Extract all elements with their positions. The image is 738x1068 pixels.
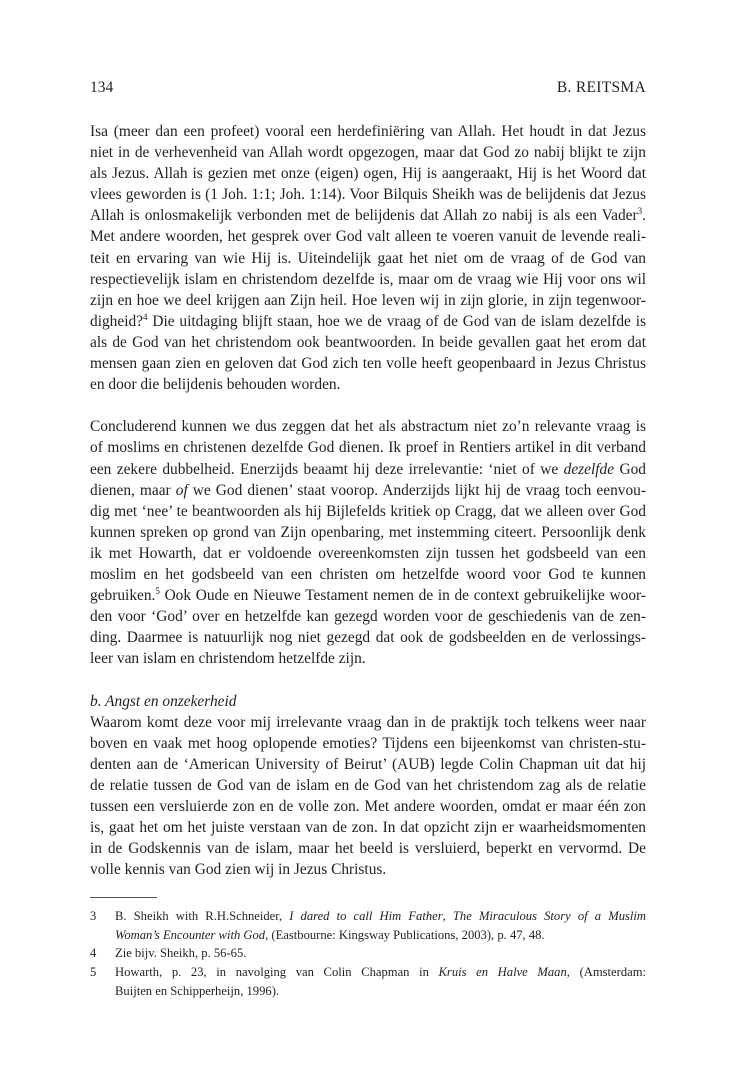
text-line xyxy=(90,142,646,163)
text-run: als Jezus. Allah is gezien met onze (eigen) ogen, Hij is aangeraakt, Hij is het Woord dat xyxy=(90,165,646,183)
section-heading xyxy=(90,691,646,712)
footnote xyxy=(90,944,646,963)
text-run: een zekere dubbelheid. Enerzijds beaamt hij deze irrelevantie: ‘niet of we xyxy=(90,460,564,478)
text-line xyxy=(90,691,646,712)
text-run: dienen, maar xyxy=(90,481,176,499)
footnote-text xyxy=(115,907,646,944)
text-run: volle kennis van God zien wij in Jezus Christus. xyxy=(90,861,387,879)
text-run: , xyxy=(442,909,453,923)
text-line xyxy=(90,648,646,669)
text-line xyxy=(90,437,646,458)
text-run: , (Eastbourne: Kingsway Publications, 2003), p. 47, 48. xyxy=(265,927,545,942)
text-line xyxy=(90,184,646,205)
text-run: . xyxy=(642,207,646,225)
text-line xyxy=(90,775,646,796)
text-run: dig met ‘nee’ te beantwoorden als hij Bijlefelds kritiek op Cragg, dat we alleen over God xyxy=(90,502,646,520)
text-line xyxy=(90,501,646,522)
text-line xyxy=(90,248,646,269)
text-line xyxy=(90,205,646,226)
text-line xyxy=(90,374,646,395)
text-run: vlees geworden is (1 Joh. 1:1; Joh. 1:14). Voor Bilquis Sheikh was de belijdenis dat Jezus xyxy=(90,186,646,204)
italic-text: b. Angst en onzekerheid xyxy=(90,692,237,710)
footnote-reference[interactable]: 3 xyxy=(637,206,643,217)
text-run: Isa (meer dan een profeet) vooral een herdefiniëring van Allah. Het houdt in dat Jezus xyxy=(90,123,646,140)
text-line xyxy=(115,907,646,926)
text-run: Buijten en Schipperheijn, 1996). xyxy=(115,983,280,998)
text-line xyxy=(90,522,646,543)
text-run: B. Sheikh with R.H.Schneider, xyxy=(115,909,290,923)
text-line xyxy=(90,838,646,859)
text-run: Die uitdaging blijft staan, hoe we de vraag of de God van de islam dezelfde is xyxy=(147,312,646,330)
text-line xyxy=(90,733,646,754)
text-line xyxy=(90,627,646,648)
text-line xyxy=(90,290,646,311)
text-line xyxy=(90,859,646,880)
text-run: als de God van het christendom ook beantwoorden. In beide gevallen gaat het erom dat xyxy=(90,333,646,351)
footnote-divider xyxy=(90,897,157,898)
text-run: den voor ‘God’ over en hetzelfde kan gezegd worden voor de geschiedenis van de zen- xyxy=(90,608,646,626)
text-run: de relatie tussen de God van de islam en de God van het christendom zag als de relatie xyxy=(90,776,646,794)
text-run: tussen een versluierde zon en de volle zon. Met andere woorden, omdat er maar één zon xyxy=(90,798,646,815)
page-number: 134 xyxy=(90,79,114,96)
text-line xyxy=(90,459,646,480)
italic-text: dezelfde xyxy=(563,460,615,478)
text-run: teit en ervaring van wie Hij is. Uiteindelijk gaat het niet om de vraag of de God van xyxy=(90,249,646,267)
text-run: ding. Daarmee is natuurlijk nog niet gezegd dat ook de godsbeelden en de verlossings- xyxy=(90,629,646,647)
footnote-text xyxy=(115,944,646,963)
text-run: Met andere woorden, het gesprek over God valt alleen te voeren vanuit de levende reali- xyxy=(90,228,646,246)
text-run: en door die belijdenis behouden worden. xyxy=(90,376,341,394)
text-run: Concluderend kunnen we dus zeggen dat het als abstractum niet zo’n relevante vraag is xyxy=(90,418,646,436)
text-run: God xyxy=(614,460,647,478)
text-run: moslim en het godsbeeld van een christen om hetzelfde woord voor God te kunnen xyxy=(90,565,646,583)
text-line xyxy=(90,564,646,585)
text-line xyxy=(90,121,646,142)
italic-text: I dared to call Him Father xyxy=(289,909,443,923)
text-run: Zie bijv. Sheikh, p. 56-65. xyxy=(115,946,247,961)
text-run: respectievelijk islam en christendom dezelfde is, maar om de vraag wie Hij voor ons wil xyxy=(90,270,646,288)
text-run: leer van islam en christendom hetzelfde zijn. xyxy=(90,650,366,668)
paragraph xyxy=(90,121,646,395)
running-header-author: B. REITSMA xyxy=(556,79,646,96)
italic-text: of xyxy=(175,481,188,499)
text-run: , (Amsterdam: xyxy=(566,965,647,980)
text-run: niet in de verhevenheid van Allah wordt opgezogen, maar dat God zo nabij blijkt te zijn xyxy=(90,144,646,162)
text-line xyxy=(90,606,646,627)
text-run: is, gaat het om het juiste verstaan van de zon. In dat opzicht zijn er waarheidsmomenten xyxy=(90,819,646,837)
text-line xyxy=(115,963,646,982)
text-line xyxy=(90,353,646,374)
text-line xyxy=(90,332,646,353)
footnote-number: 3 xyxy=(90,909,97,923)
footnotes xyxy=(90,907,646,1000)
text-line xyxy=(115,982,646,1001)
text-line xyxy=(90,817,646,838)
footnote-text xyxy=(115,963,646,1000)
italic-text: Kruis en Halve Maan xyxy=(438,965,567,980)
text-line xyxy=(90,585,646,606)
italic-text: Woman’s Encounter with God xyxy=(115,927,266,942)
text-line xyxy=(90,796,646,817)
italic-text: The Miraculous Story of a Muslim xyxy=(452,909,646,923)
text-line xyxy=(115,944,646,963)
text-line xyxy=(90,163,646,184)
text-run: Howarth, p. 23, in navolging van Colin Chapman in xyxy=(115,965,439,980)
text-line xyxy=(90,311,646,332)
text-line xyxy=(90,712,646,733)
text-run: we God dienen’ staat voorop. Anderzijds lijkt hij de vraag toch eenvou- xyxy=(187,481,647,499)
paragraph xyxy=(90,416,646,669)
footnote-number: 4 xyxy=(90,946,97,961)
paragraph xyxy=(90,712,646,881)
text-run: kunnen spreken op grond van Zijn openbaring, met instemming citeert. Persoonlijk denk xyxy=(90,523,646,541)
text-run: ik met Howarth, dat er voldoende overeenkomsten zijn tussen het godsbeeld van een xyxy=(90,544,646,562)
text-run: denten aan de ‘American University of Beirut’ (AUB) legde Colin Chapman uit dat hij xyxy=(90,755,646,773)
text-line xyxy=(90,543,646,564)
text-run: Allah is onlosmakelijk verbonden met de belijdenis dat Allah zo nabij is als een Vader xyxy=(90,207,638,225)
text-line xyxy=(115,926,646,945)
text-run: Ook Oude en Nieuwe Testament nemen de in de context gebruikelijke woor- xyxy=(159,587,646,605)
text-line xyxy=(90,226,646,247)
footnote xyxy=(90,907,646,944)
body-text xyxy=(90,121,646,880)
footnote xyxy=(90,963,646,1000)
text-line xyxy=(90,480,646,501)
text-line xyxy=(90,754,646,775)
text-run: boven en vaak met hoog oplopende emoties? Tijdens een bijeenkomst van christen-stu- xyxy=(90,734,646,752)
footnote-reference[interactable]: 4 xyxy=(143,311,148,322)
text-run: Waarom komt deze voor mij irrelevante vraag dan in de praktijk toch telkens weer naar xyxy=(90,713,646,731)
text-run: mensen gaan zien en geloven dat God zich ten volle heeft geopenbaard in Jezus Christus xyxy=(90,355,646,373)
text-line xyxy=(90,269,646,290)
text-run: in de Godskennis van de islam, maar het beeld is versluierd, beperkt en vervormd. De xyxy=(90,840,646,858)
footnote-number: 5 xyxy=(90,965,97,980)
text-run: zijn en hoe we deel krijgen aan Zijn heil. Hoe leven wij in zijn glorie, in zijn tegenwoor- xyxy=(90,291,646,309)
text-run: digheid? xyxy=(90,312,143,330)
footnote-reference[interactable]: 5 xyxy=(155,586,160,597)
text-run: of moslims en christenen dezelfde God dienen. Ik proef in Rentiers artikel in dit verband xyxy=(90,439,646,457)
text-run: gebruiken. xyxy=(90,587,156,605)
text-line xyxy=(90,416,646,437)
